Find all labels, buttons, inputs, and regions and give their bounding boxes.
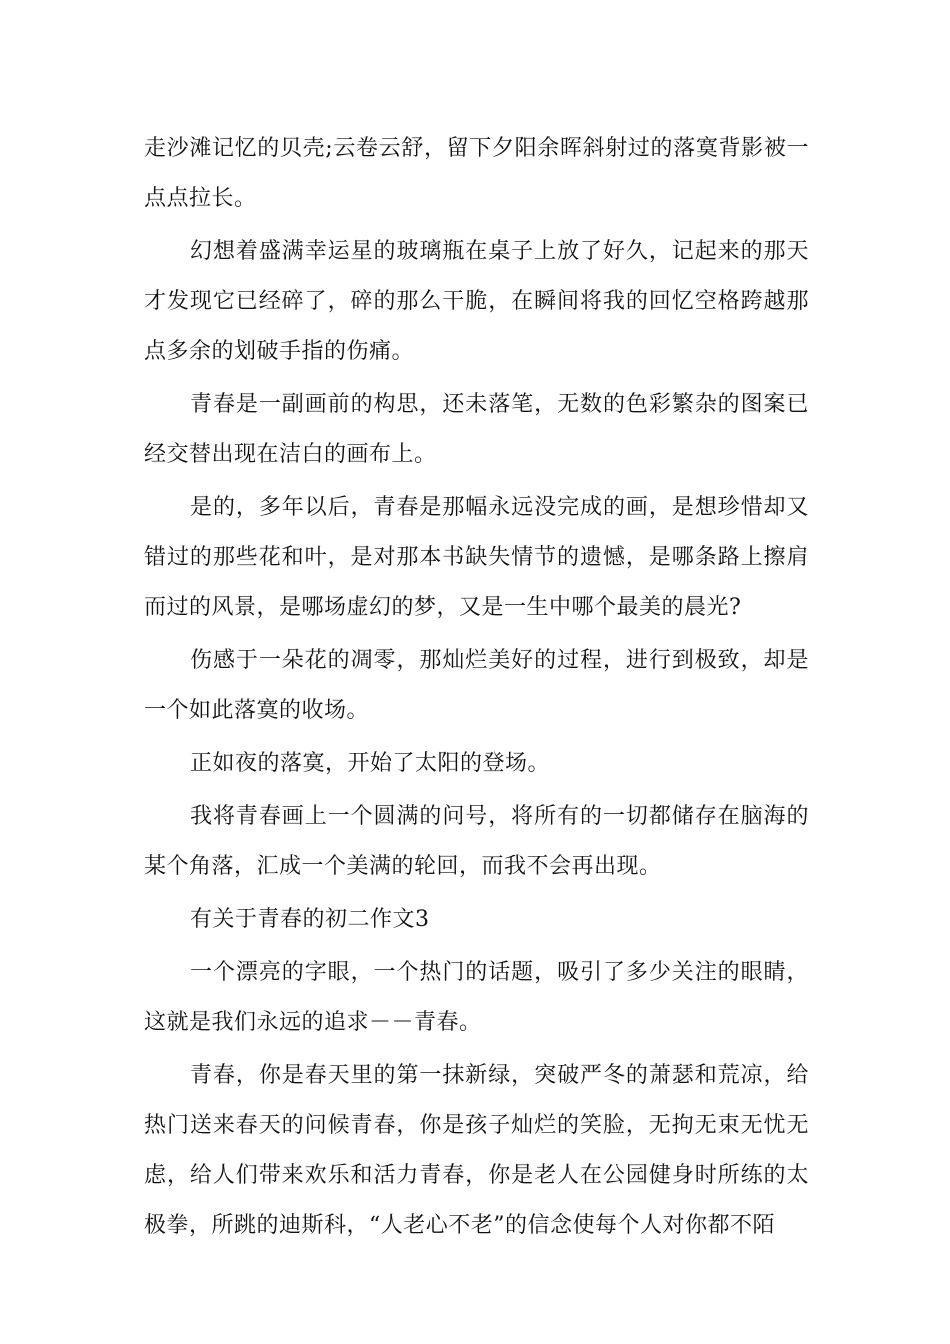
paragraph: 幻想着盛满幸运星的玻璃瓶在桌子上放了好久，记起来的那天才发现它已经碎了，碎的那么干脆，在瞬间将我的回忆空格跨越那点多余的划破手指的伤痛。: [144, 239, 809, 364]
paragraph: 走沙滩记忆的贝壳;云卷云舒，留下夕阳余晖斜射过的落寞背影被一点点拉长。: [144, 136, 809, 211]
document-body: [144, 124, 809, 1254]
paragraph: 青春是一副画前的构思，还未落笔，无数的色彩繁杂的图案已经交替出现在洁白的画布上。: [144, 392, 809, 467]
section-heading: 有关于青春的初二作文3: [190, 907, 430, 932]
paragraph: 是的，多年以后，青春是那幅永远没完成的画，是想珍惜却又错过的那些花和叶，是对那本书缺失情节的遗憾，是哪条路上擦肩而过的风景，是哪场虚幻的梦，又是一生中哪个最美的晨光?: [144, 495, 809, 620]
paragraph: 一个漂亮的字眼，一个热门的话题，吸引了多少关注的眼睛，这就是我们永远的追求－－青春。: [144, 960, 809, 1035]
paragraph: 伤感于一朵花的凋零，那灿烂美好的过程，进行到极致，却是一个如此落寞的收场。: [144, 648, 809, 723]
paragraph: 青春，你是春天里的第一抹新绿，突破严冬的萧瑟和荒凉，给热门送来春天的问候青春，你是孩子灿烂的笑脸，无拘无束无忧无虑，给人们带来欢乐和活力青春，你是老人在公园健身时所练的太极拳，所跳的迪斯科，“人老心不老”的信念使每个人对你都不陌: [144, 1063, 809, 1238]
paragraph: 我将青春画上一个圆满的问号，将所有的一切都储存在脑海的某个角落，汇成一个美满的轮回，而我不会再出现。: [144, 804, 809, 879]
paragraph: 正如夜的落寞，开始了太阳的登场。: [190, 751, 551, 776]
